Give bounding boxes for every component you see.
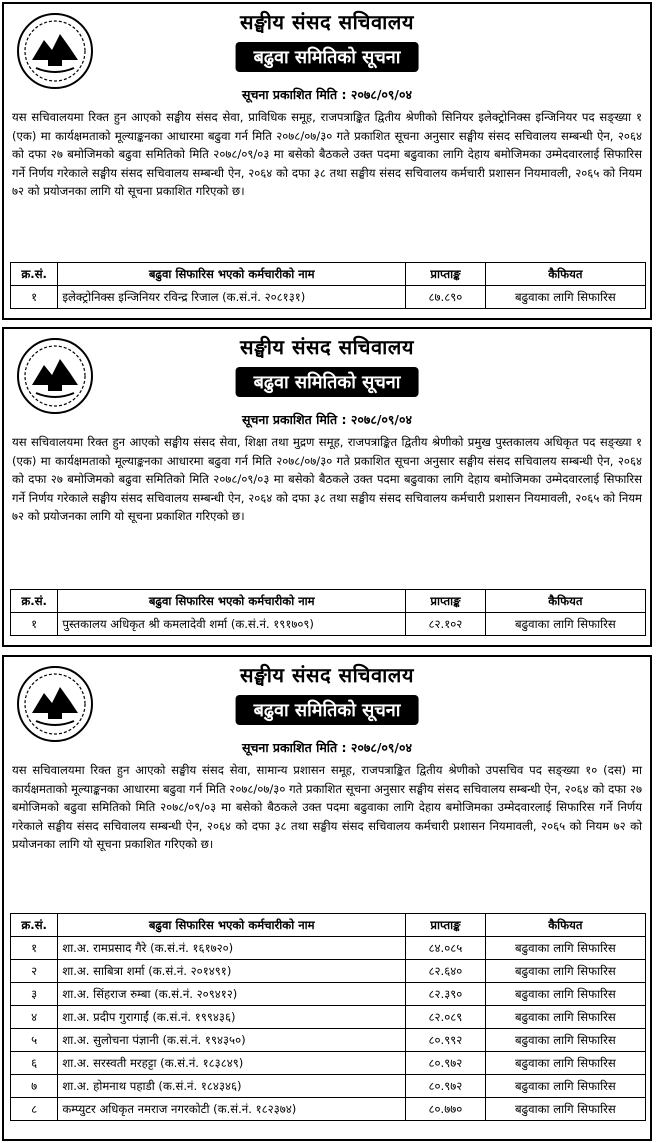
table-row xyxy=(11,960,646,983)
publish-date: सूचना प्रकाशित मिति : २०७८/०९/०४ xyxy=(242,412,412,427)
cell-name: शा.अ. सरस्वती मरहट्टा (क.सं.नं. १८३८४९) xyxy=(58,1052,406,1075)
cell-name: शा.अ. साबित्रा शर्मा (क.सं.नं. २०१४९१) xyxy=(58,960,406,983)
cell-score: ८२.०८९ xyxy=(406,1006,486,1029)
header-name: बढुवा सिफारिस भएको कर्मचारीको नाम xyxy=(58,263,406,286)
notice-1 xyxy=(2,2,652,320)
cell-score: ८०.९७२ xyxy=(406,1075,486,1098)
notice-body: यस सचिवालयमा रिक्त हुन आएको सङ्घीय संसद सेवा, शिक्षा तथा मुद्रण समूह, राजपत्राङ्कित द्वितीय श्रेणीको प्रमुख पुस्तकालय अधिकृत पद सङ्ख्या १ (एक) मा कार्यक्षमताको मूल्याङ्कनका आधारमा बढुवा गर्न मिति २०७८/०७/३० गते प्रकाशित सूचना अनुसार सङ्घीय संसद सचिवालय सम्बन्धी ऐन, २०६४ को दफा २७ बमोजिमको बढुवा समितिको मिति २०७८/०९/०३ मा बसेको बैठकले उक्त पदमा बढुवाका लागि देहाय बमोजिमका उम्मेदवारलाई सिफारिस गर्ने निर्णय गरेकाले सङ्घीय संसद सचिवालय सम्बन्धी ऐन, २०६४ को दफा ३८ तथा सङ्घीय संसद सचिवालय कर्मचारी प्रशासन नियमावली, २०६५ को नियम ७२ को प्रयोजनका लागि यो सूचना प्रकाशित गरिएको छ। xyxy=(12,435,642,523)
header-score: प्राप्ताङ्क xyxy=(406,263,486,286)
cell-sn: ५ xyxy=(11,1029,58,1052)
cell-score: ८२.३९० xyxy=(406,983,486,1006)
cell-remarks: बढुवाका लागि सिफारिस xyxy=(485,960,645,983)
cell-name: शा.अ. रामप्रसाद गैरे (क.सं.नं. १६१७२०) xyxy=(58,937,406,960)
cell-name: पुस्तकालय अधिकृत श्री कमलादेवी शर्मा (क.सं.नं. १९१७०९) xyxy=(58,613,406,636)
header-name: बढुवा सिफारिस भएको कर्मचारीको नाम xyxy=(58,590,406,613)
cell-sn: ३ xyxy=(11,983,58,1006)
notice-title: बढुवा समितिको सूचना xyxy=(236,695,419,725)
notice-title: बढुवा समितिको सूचना xyxy=(236,42,419,72)
notice-title: बढुवा समितिको सूचना xyxy=(236,367,419,397)
cell-score: ८२.६४० xyxy=(406,960,486,983)
cell-sn: ४ xyxy=(11,1006,58,1029)
table-row xyxy=(11,1075,646,1098)
cell-score: ८४.०८५ xyxy=(406,937,486,960)
notice-body: यस सचिवालयमा रिक्त हुन आएको सङ्घीय संसद सेवा, प्राविधिक समूह, राजपत्राङ्कित द्वितीय श्रेणीको सिनियर इलेक्ट्रोनिक्स इन्जिनियर पद सङ्ख्या १ (एक) मा कार्यक्षमताको मूल्याङ्कनका आधारमा बढुवा गर्न मिति २०७८/०७/३० गते प्रकाशित सूचना अनुसार सङ्घीय संसद सचिवालय सम्बन्धी ऐन, २०६४ को दफा २७ बमोजिमको बढुवा समितिको मिति २०७८/०९/०३ मा बसेको बैठकले उक्त पदमा बढुवाका लागि देहाय बमोजिमका उम्मेदवारलाई सिफारिस गर्ने निर्णय गरेकाले सङ्घीय संसद सचिवालय सम्बन्धी ऐन, २०६४ को दफा ३८ तथा सङ्घीय संसद सचिवालय कर्मचारी प्रशासन नियमावली, २०६५ को नियम ७२ को प्रयोजनका लागि यो सूचना प्रकाशित गरिएको छ। xyxy=(12,110,642,198)
table-header-row xyxy=(11,590,646,613)
cell-name: शा.अ. सिंहराज रुम्बा (क.सं.नं. २०९४१२) xyxy=(58,983,406,1006)
table-row xyxy=(11,1098,646,1121)
table-row xyxy=(11,1052,646,1075)
header-remarks: कैफियत xyxy=(485,590,645,613)
header-remarks: कैफियत xyxy=(485,263,645,286)
recommendation-table xyxy=(10,262,646,309)
table-row xyxy=(11,937,646,960)
publish-date: सूचना प्रकाशित मिति : २०७८/०९/०४ xyxy=(242,87,412,102)
cell-name: कम्प्युटर अधिकृत नमराज नगरकोटी (क.सं.नं. १८२३७४) xyxy=(58,1098,406,1121)
recommendation-table xyxy=(10,589,646,636)
table-row xyxy=(11,286,646,309)
organization-name: सङ्घीय संसद सचिवालय xyxy=(240,663,414,687)
table-row xyxy=(11,613,646,636)
publish-date: सूचना प्रकाशित मिति : २०७८/०९/०४ xyxy=(242,740,412,755)
header-score: प्राप्ताङ्क xyxy=(406,914,486,937)
cell-sn: १ xyxy=(11,613,58,636)
header-score: प्राप्ताङ्क xyxy=(406,590,486,613)
header-sn: क्र.सं. xyxy=(11,590,58,613)
cell-sn: ७ xyxy=(11,1075,58,1098)
cell-remarks: बढुवाका लागि सिफारिस xyxy=(485,1098,645,1121)
cell-name: शा.अ. होमनाथ पहाडी (क.सं.नं. १८४३४६) xyxy=(58,1075,406,1098)
cell-sn: ६ xyxy=(11,1052,58,1075)
cell-sn: ८ xyxy=(11,1098,58,1121)
cell-score: ८२.१०२ xyxy=(406,613,486,636)
cell-sn: २ xyxy=(11,960,58,983)
cell-name: इलेक्ट्रोनिक्स इन्जिनियर रविन्द्र रिजाल (क.सं.नं. २०८१३१) xyxy=(58,286,406,309)
header-sn: क्र.सं. xyxy=(11,263,58,286)
table-header-row xyxy=(11,263,646,286)
cell-name: शा.अ. सुलोचना पंज्ञानी (क.सं.नं. १९४३५०) xyxy=(58,1029,406,1052)
cell-remarks: बढुवाका लागि सिफारिस xyxy=(485,1052,645,1075)
table-row xyxy=(11,1029,646,1052)
cell-remarks: बढुवाका लागि सिफारिस xyxy=(485,613,645,636)
header-name: बढुवा सिफारिस भएको कर्मचारीको नाम xyxy=(58,914,406,937)
cell-score: ८०.७७० xyxy=(406,1098,486,1121)
cell-remarks: बढुवाका लागि सिफारिस xyxy=(485,983,645,1006)
table-row xyxy=(11,1006,646,1029)
notice-body: यस सचिवालयमा रिक्त हुन आएको सङ्घीय संसद सेवा, सामान्य प्रशासन समूह, राजपत्राङ्कित द्वितीय श्रेणीको उपसचिव पद सङ्ख्या १० (दस) मा कार्यक्षमताको मूल्याङ्कनका आधारमा बढुवा गर्न मिति २०७८/०७/३० गते प्रकाशित सूचना अनुसार सङ्घीय संसद सचिवालय सम्बन्धी ऐन, २०६४ को दफा २७ बमोजिमको बढुवा समितिको मिति २०७८/०९/०३ मा बसेको बैठकले उक्त पदमा बढुवाका लागि देहाय बमोजिमका उम्मेदवारलाई सिफारिस गर्ने निर्णय गरेकाले सङ्घीय संसद सचिवालय सम्बन्धी ऐन, २०६४ को दफा ३८ तथा सङ्घीय संसद सचिवालय कर्मचारी प्रशासन नियमावली, २०६५ को नियम ७२ को प्रयोजनका लागि यो सूचना प्रकाशित गरिएको छ। xyxy=(12,763,642,851)
cell-sn: १ xyxy=(11,937,58,960)
table-header-row xyxy=(11,914,646,937)
cell-sn: १ xyxy=(11,286,58,309)
recommendation-table xyxy=(10,913,646,1121)
cell-remarks: बढुवाका लागि सिफारिस xyxy=(485,937,645,960)
cell-score: ८७.८९० xyxy=(406,286,486,309)
cell-score: ८०.९७२ xyxy=(406,1052,486,1075)
organization-name: सङ्घीय संसद सचिवालय xyxy=(240,10,414,34)
cell-remarks: बढुवाका लागि सिफारिस xyxy=(485,1006,645,1029)
notice-3 xyxy=(2,655,652,1141)
table-row xyxy=(11,983,646,1006)
cell-remarks: बढुवाका लागि सिफारिस xyxy=(485,286,645,309)
cell-remarks: बढुवाका लागि सिफारिस xyxy=(485,1029,645,1052)
cell-remarks: बढुवाका लागि सिफारिस xyxy=(485,1075,645,1098)
header-sn: क्र.सं. xyxy=(11,914,58,937)
organization-name: सङ्घीय संसद सचिवालय xyxy=(240,335,414,359)
cell-name: शा.अ. प्रदीप गुरागाईं (क.सं.नं. १९९४३६) xyxy=(58,1006,406,1029)
notice-2 xyxy=(2,327,652,647)
header-remarks: कैफियत xyxy=(485,914,645,937)
cell-score: ८०.९९२ xyxy=(406,1029,486,1052)
